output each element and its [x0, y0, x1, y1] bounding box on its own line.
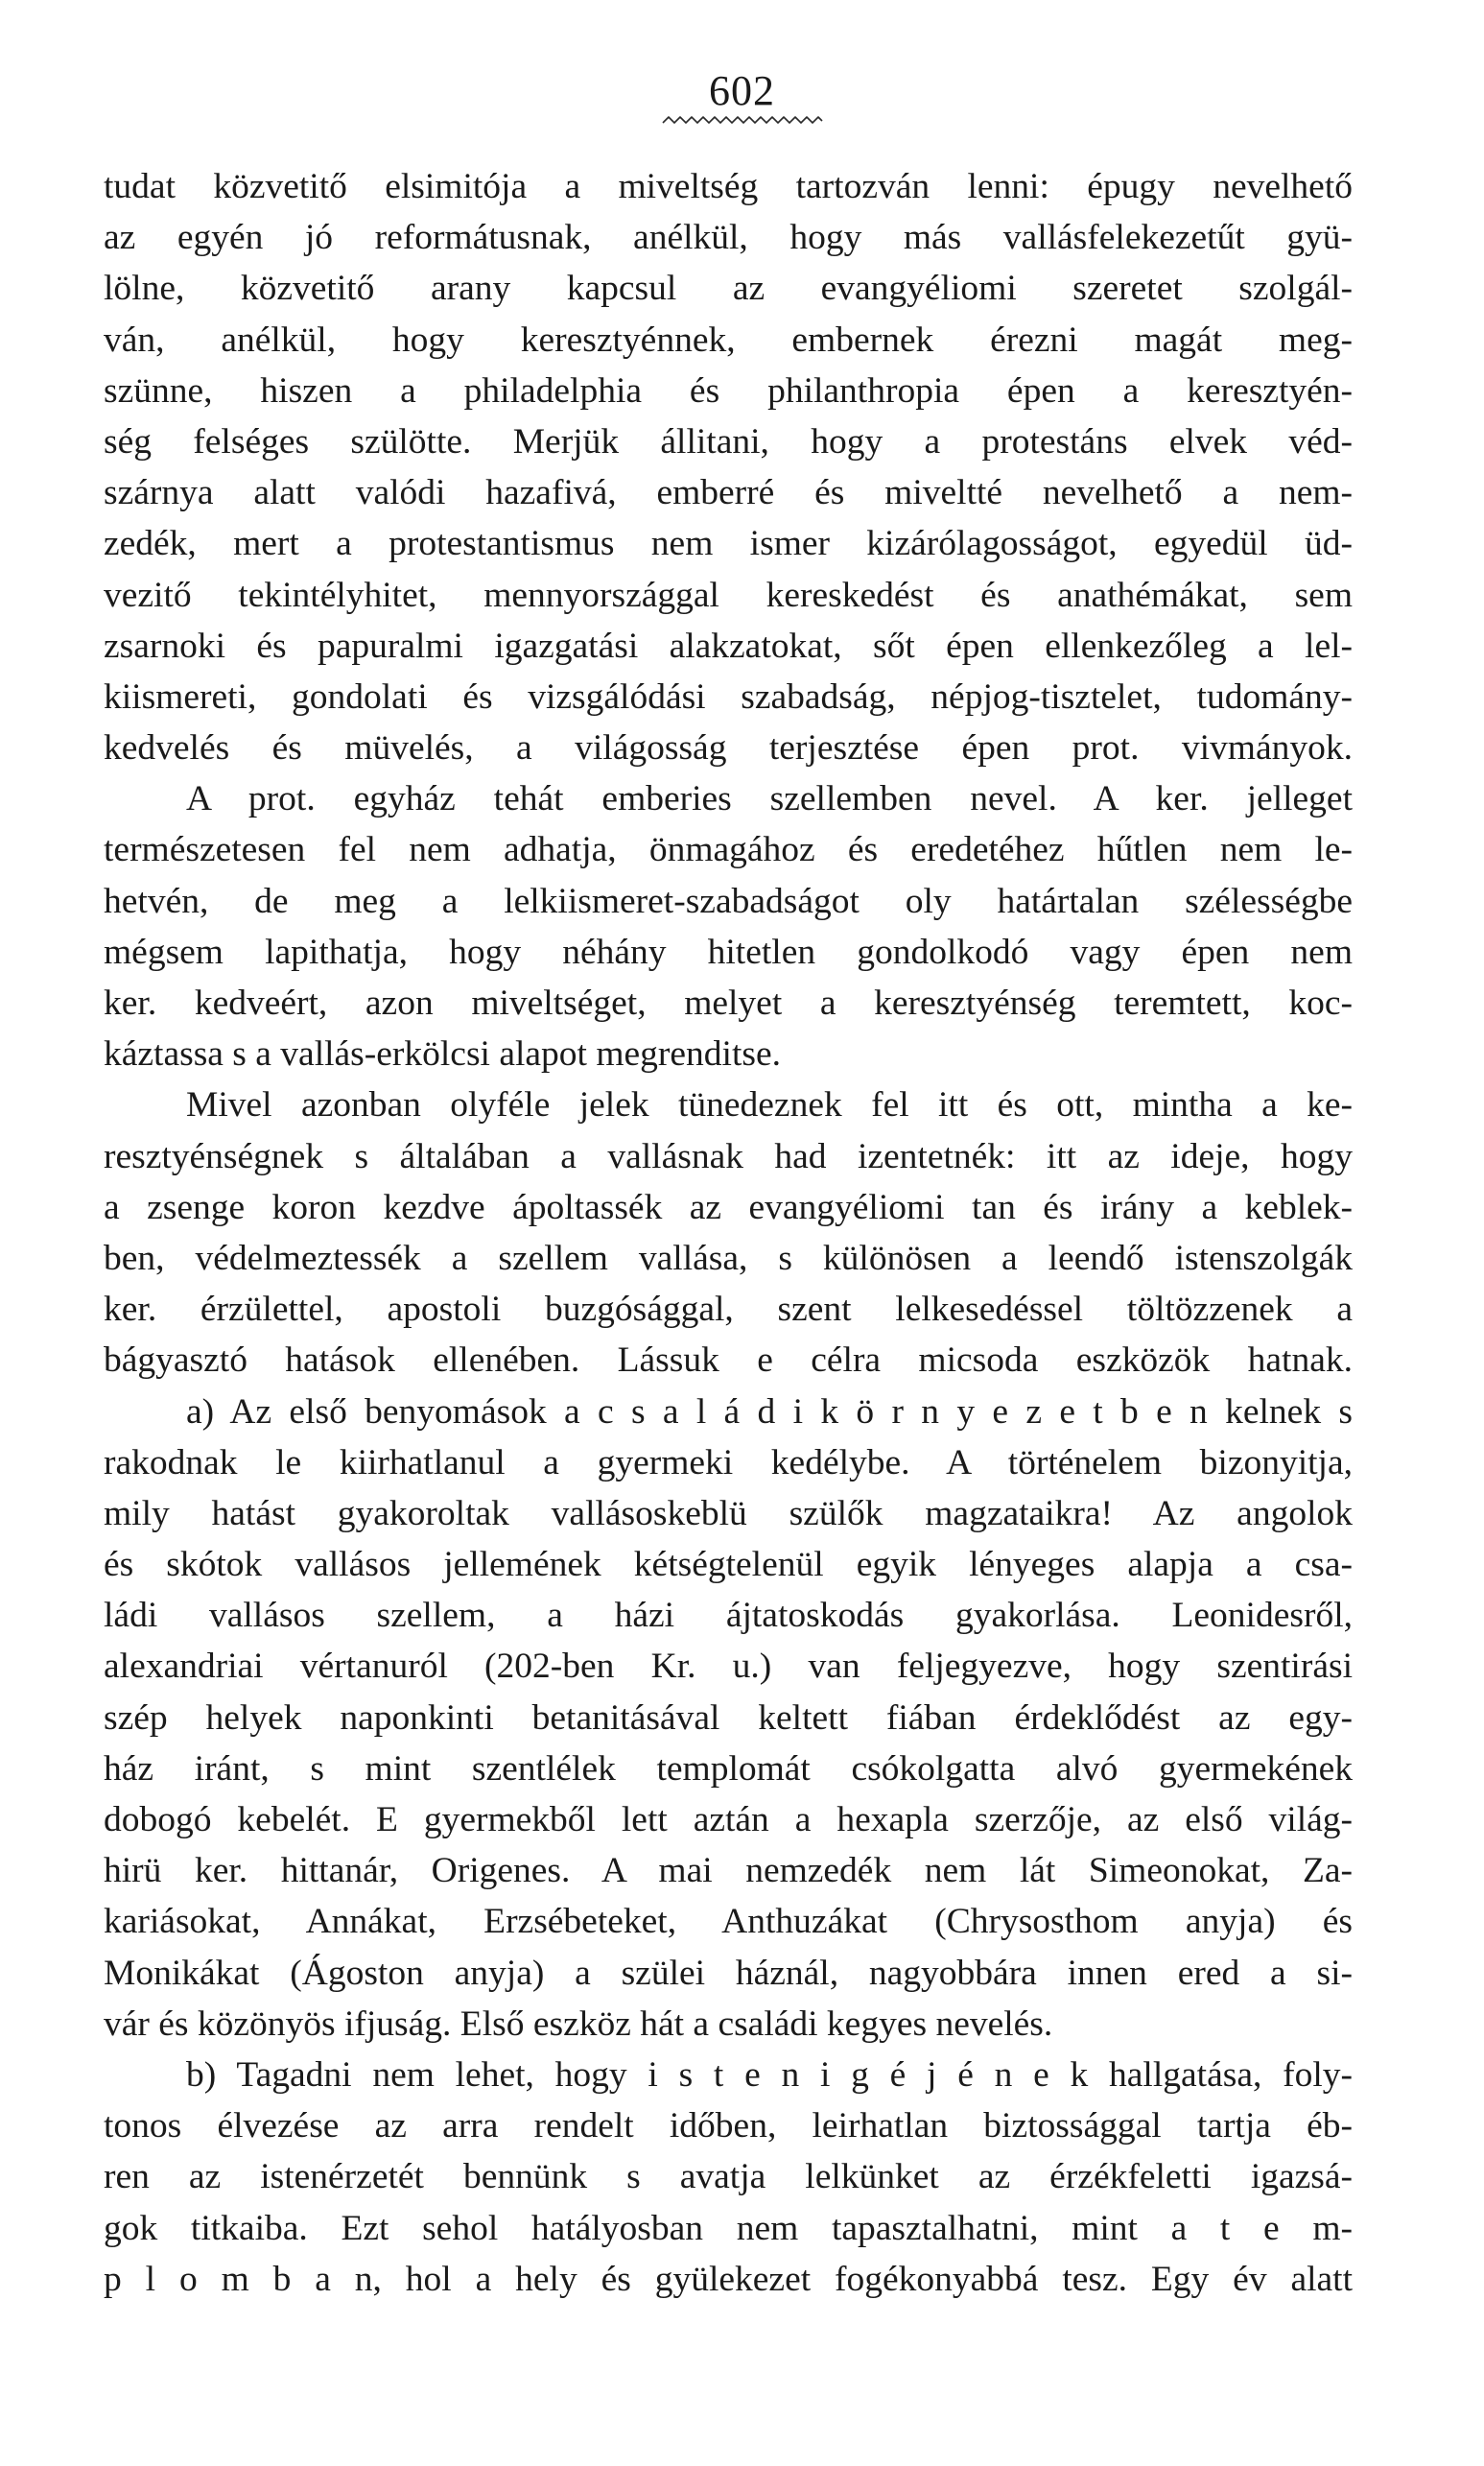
text-line: resztyénségnek s általában a vallásnak had izentetnék: itt az ideje, hogy	[104, 1136, 1353, 1176]
text-line: b) Tagadni nem lehet, hogy i s t e n i g é j é n e k hallgatása, foly-	[186, 2054, 1353, 2095]
text-line: ker. kedveért, azon miveltséget, melyet a keresztyénség teremtett, koc-	[104, 984, 1353, 1023]
text-line: ker. érzülettel, apostoli buzgósággal, szent lelkesedéssel töltözzenek a	[104, 1290, 1353, 1330]
text-line: szárnya alatt valódi hazafivá, emberré és miveltté nevelhető a nem-	[104, 473, 1353, 513]
text-line: mégsem lapithatja, hogy néhány hitetlen gondolkodó vagy épen nem	[104, 932, 1353, 972]
text-line: alexandriai vértanuról (202-ben Kr. u.) van feljegyezve, hogy szentirási	[104, 1647, 1353, 1687]
text-line: p l o m b a n, hol a hely és gyülekezet fogékonyabbá tesz. Egy év alatt	[104, 2259, 1353, 2299]
text-line: szép helyek naponkinti betanitásával keltett fiában érdeklődést az egy-	[104, 1697, 1353, 1738]
text-line: az egyén jó reformátusnak, anélkül, hogy más vallásfelekezetűt gyü-	[104, 218, 1353, 258]
text-line: kedvelés és müvelés, a világosság terjesztése épen prot. vivmányok.	[104, 728, 1353, 769]
text-line: ben, védelmeztessék a szellem vallása, s különösen a leendő istenszolgák	[104, 1238, 1353, 1278]
text-line: zsarnoki és papuralmi igazgatási alakzatokat, sőt épen ellenkezőleg a lel-	[104, 626, 1353, 666]
page-number: 602	[709, 67, 775, 114]
text-line: tonos élvezése az arra rendelt időben, leirhatlan biztossággal tartja éb-	[104, 2106, 1353, 2146]
wavy-rule-ornament	[0, 113, 1484, 132]
text-line: Mivel azonban olyféle jelek tünedeznek fel itt és ott, mintha a ke-	[186, 1085, 1353, 1126]
text-line: ládi vallásos szellem, a házi ájtatoskodás gyakorlása. Leonidesről,	[104, 1596, 1353, 1636]
text-line: szünne, hiszen a philadelphia és philanthropia épen a keresztyén-	[104, 370, 1353, 411]
text-line: A prot. egyház tehát emberies szellemben nevel. A ker. jelleget	[186, 779, 1353, 819]
text-line: gok titkaiba. Ezt sehol hatályosban nem tapasztalhatni, mint a t e m-	[104, 2208, 1353, 2248]
text-line: hirü ker. hittanár, Origenes. A mai nemzedék nem lát Simeonokat, Za-	[104, 1851, 1353, 1891]
text-line: vár és közönyös ifjuság. Első eszköz hát a családi kegyes nevelés.	[104, 2004, 1053, 2044]
wavy-rule-ornament-graphic	[661, 113, 824, 127]
text-line: kariásokat, Annákat, Erzsébeteket, Anthuzákat (Chrysosthom anyja) és	[104, 1902, 1353, 1942]
text-line: rakodnak le kiirhatlanul a gyermeki kedélybe. A történelem bizonyitja,	[104, 1442, 1353, 1482]
text-line: lölne, közvetitő arany kapcsul az evangyéliomi szeretet szolgál-	[104, 269, 1353, 309]
text-line: dobogó kebelét. E gyermekből lett aztán a hexapla szerzője, az első világ-	[104, 1800, 1353, 1839]
text-line: tudat közvetitő elsimitója a miveltség tartozván lenni: épugy nevelhető	[104, 167, 1353, 206]
text-line: vezitő tekintélyhitet, mennyországgal kereskedést és anathémákat, sem	[104, 575, 1353, 615]
body-text	[104, 161, 1353, 2305]
text-line: bágyasztó hatások ellenében. Lássuk e célra micsoda eszközök hatnak.	[104, 1340, 1353, 1381]
text-line: természetesen fel nem adhatja, önmagához és eredetéhez hűtlen nem le-	[104, 830, 1353, 870]
text-line: hetvén, de meg a lelkiismeret-szabadságot oly határtalan szélességbe	[104, 881, 1353, 921]
text-line: a zsenge koron kezdve ápoltassék az evangyéliomi tan és irány a keblek-	[104, 1187, 1353, 1227]
text-line: káztassa s a vallás-erkölcsi alapot megrenditse.	[104, 1034, 781, 1075]
text-line: a) Az első benyomások a c s a l á d i k ö r n y e z e t b e n kelnek s	[186, 1391, 1353, 1432]
text-line: ség felséges szülötte. Merjük állitani, hogy a protestáns elvek véd-	[104, 421, 1353, 462]
text-line: ház iránt, s mint szentlélek templomát csókolgatta alvó gyermekének	[104, 1748, 1353, 1789]
text-line: zedék, mert a protestantismus nem ismer kizárólagosságot, egyedül üd-	[104, 524, 1353, 564]
text-line: és skótok vallásos jellemének kétségtelenül egyik lényeges alapja a csa-	[104, 1545, 1353, 1585]
text-line: ren az istenérzetét bennünk s avatja lelkünket az érzékfeletti igazsá-	[104, 2157, 1353, 2197]
text-line: ván, anélkül, hogy keresztyénnek, embernek érezni magát meg-	[104, 320, 1353, 360]
text-line: mily hatást gyakoroltak vallásoskeblü szülők magzataikra! Az angolok	[104, 1493, 1353, 1533]
text-line: Monikákat (Ágoston anyja) a szülei háznál, nagyobbára innen ered a si-	[104, 1953, 1353, 1993]
text-line: kiismereti, gondolati és vizsgálódási szabadság, népjog-tisztelet, tudomány-	[104, 676, 1353, 717]
